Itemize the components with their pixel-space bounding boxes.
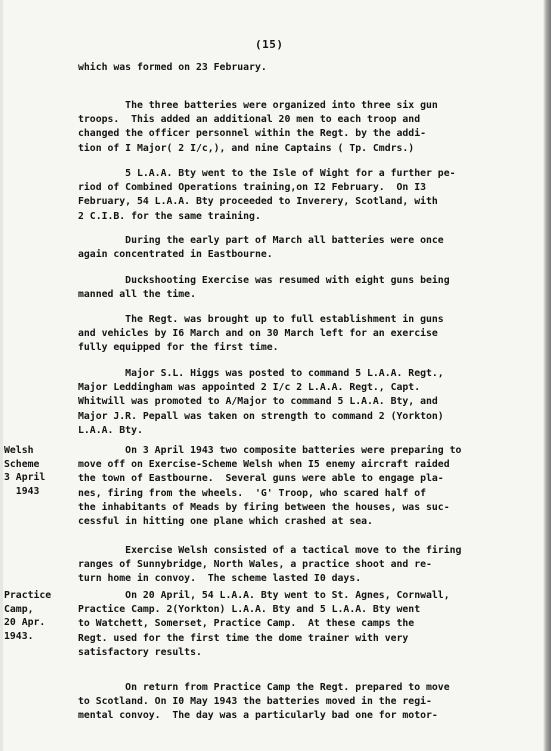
page-left-edge xyxy=(0,0,3,751)
paragraph-practice-camp: On 20 April, 54 L.A.A. Bty went to St. Agnes, Cornwall, Practice Camp. 2(Yorkton) L.A.A. Bty and 5 L.A.A. Bty went to Watchett, Somerset, Practice Camp. At these camps the Regt. used for the first time the dome trainer with very satisfactory results. xyxy=(78,590,450,658)
paragraph-combined-operations: 5 L.A.A. Bty went to the Isle of Wight for a further pe- riod of Combined Operations training,on I2 February. On I3 February, 54 L.A.A. Bty proceeded to Inverery, Scotland, with 2 C.I.B. for the same training. xyxy=(78,168,456,222)
paragraph-full-establishment: The Regt. was brought up to full establishment in guns and vehicles by I6 March and on 30 March left for an exercise fully equipped for the first time. xyxy=(78,314,444,354)
paragraph-continuation: which was formed on 23 February. xyxy=(78,62,267,73)
paragraph-officer-postings: Major S.L. Higgs was posted to command 5 L.A.A. Regt., Major Leddingham was appointed 2 I/c 2 L.A.A. Regt., Capt. Whitwill was promoted to A/Major to command 5 L.A.A. Bty, and Major J.R. Pepall was taken on strength to command 2 (Yorkton) L.A.A. Bty. xyxy=(78,368,444,436)
paragraph-battery-organization: The three batteries were organized into three six gun troops. This added an additional 20 men to each troop and changed the officer personnel within the Regt. by the addi- tion of I Major( 2 I/c,), and nine Captains ( Tp. Cmdrs.) xyxy=(78,100,438,154)
page-right-edge-shadow xyxy=(543,0,551,751)
paragraph-enemy-aircraft-raid: On 3 April 1943 two composite batteries were preparing to move off on Exercise-Scheme Welsh when I5 enemy aircraft raided the town of Eastbourne. Several guns were able to engage pla- nes, firing from the wheels. 'G' Troop, who scared half of the inhabitants of Meads by firing between the houses, was suc- cessful in hitting one plane which crashed at sea. xyxy=(78,445,462,528)
paragraph-move-to-scotland: On return from Practice Camp the Regt. prepared to move to Scotland. On I0 May 1943 the batteries moved in the regi- mental convoy. The day was a particularly bad one for motor- xyxy=(78,682,450,722)
margin-note-welsh-scheme: Welsh Scheme 3 April 1943 xyxy=(4,445,46,497)
paragraph-exercise-welsh: Exercise Welsh consisted of a tactical move to the firing ranges of Sunnybridge, North Wales, a practice shoot and re- turn home in convoy. The scheme lasted I0 days. xyxy=(78,545,462,585)
paragraph-eastbourne-concentration: During the early part of March all batteries were once again concentrated in Eastbourne. xyxy=(78,235,444,261)
paragraph-duckshooting-exercise: Duckshooting Exercise was resumed with eight guns being manned all the time. xyxy=(78,275,450,301)
page-number: (15) xyxy=(255,38,284,51)
margin-note-practice-camp: Practice Camp, 20 Apr. 1943. xyxy=(4,590,52,642)
